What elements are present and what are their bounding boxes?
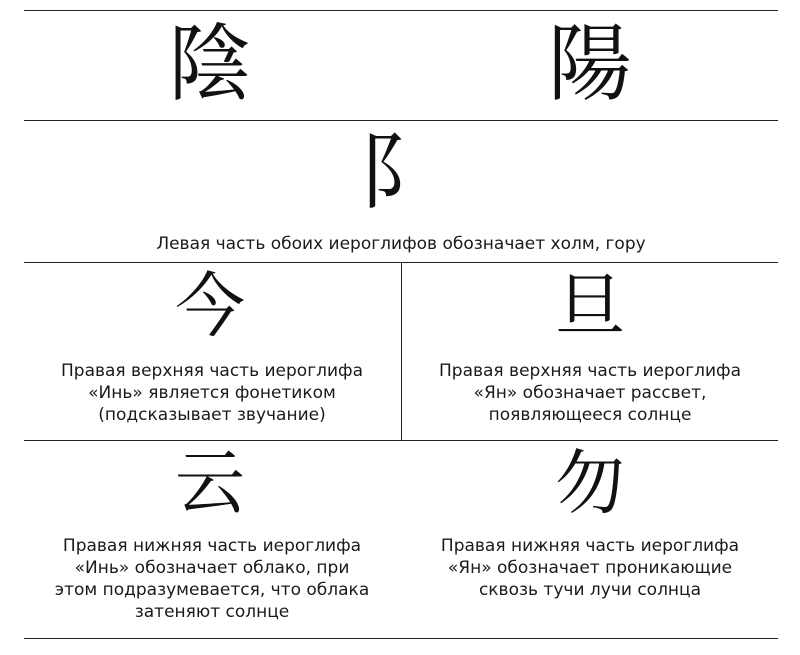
character-rays: 勿 — [555, 442, 625, 524]
rule-top — [24, 10, 778, 11]
caption-line: «Ян» обозначает рассвет, — [473, 383, 707, 403]
character-yang: 陽 — [547, 15, 632, 113]
caption-line: «Инь» является фонетиком — [88, 383, 336, 403]
caption-line: (подсказывает звучание) — [98, 405, 326, 425]
character-yin: 陰 — [167, 15, 252, 113]
caption-line: Правая верхняя часть иероглифа — [61, 361, 363, 381]
caption-line: затеняют солнце — [134, 602, 290, 622]
caption-line: этом подразумевается, что облака — [54, 580, 370, 600]
rule-3 — [24, 440, 778, 441]
character-dan: 旦 — [555, 265, 625, 347]
caption-line: появляющееся солнце — [488, 405, 692, 425]
caption-line: Правая верхняя часть иероглифа — [439, 361, 741, 381]
character-hill-radical: 阝 — [357, 123, 442, 221]
caption-line: Правая нижняя часть иероглифа — [440, 536, 740, 556]
character-jin: 今 — [175, 265, 245, 347]
caption-line: сквозь тучи лучи солнца — [478, 580, 702, 600]
caption-line: «Инь» обозначает облако, при — [74, 558, 350, 578]
caption-line: «Ян» обозначает проникающие — [447, 558, 733, 578]
rule-1 — [24, 120, 778, 121]
character-cloud: 云 — [175, 442, 245, 524]
caption-cloud — [24, 535, 400, 623]
rule-bottom — [24, 638, 778, 639]
caption-line: Правая нижняя часть иероглифа — [62, 536, 362, 556]
caption-hill-radical: Левая часть обоих иероглифов обозначает холм, гору — [156, 234, 646, 254]
caption-jin — [24, 360, 400, 426]
caption-dan — [402, 360, 778, 426]
caption-rays — [402, 535, 778, 601]
